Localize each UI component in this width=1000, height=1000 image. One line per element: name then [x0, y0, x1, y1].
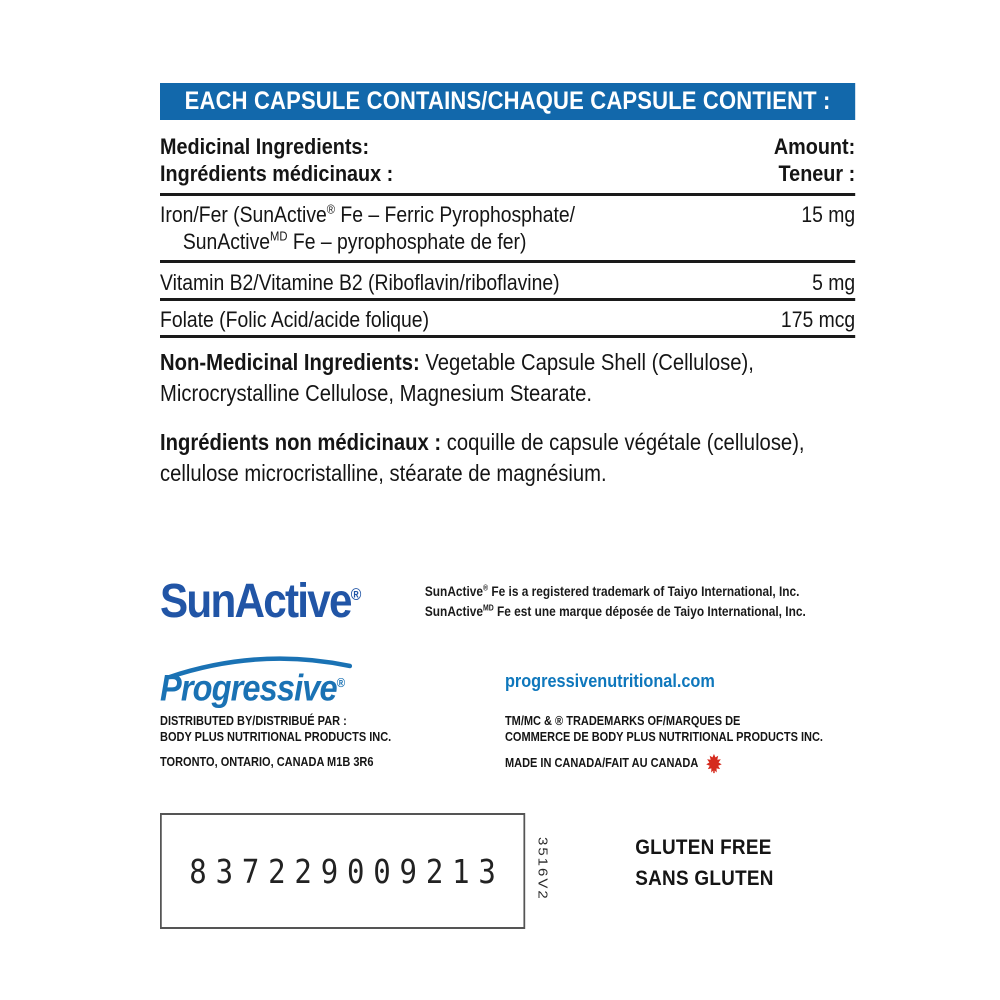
website-link[interactable]: progressivenutritional.com: [504, 670, 715, 691]
trademark-notice: TM/MC & ® TRADEMARKS OF/MARQUES DE COMMERCE DE BODY PLUS NUTRITIONAL PRODUCTS INC.: [504, 714, 823, 744]
registered-icon: ®: [350, 586, 360, 604]
ingredient-name: Folate (Folic Acid/acide folique): [160, 307, 430, 332]
divider: [160, 298, 855, 301]
amount-column-header: [774, 133, 855, 187]
divider: [160, 335, 855, 338]
amount-header-fr: Teneur :: [778, 161, 856, 186]
capsule-contents-header: EACH CAPSULE CONTAINS/CHAQUE CAPSULE CONTIENT :: [160, 83, 855, 120]
footer-row: [160, 813, 855, 935]
maple-leaf-icon: [704, 753, 722, 774]
gluten-free-claim: [635, 832, 774, 894]
distributor-address: TORONTO, ONTARIO, CANADA M1B 3R6: [160, 755, 374, 769]
distributor-section: [160, 655, 855, 785]
sunactive-trademark-en: SunActive® Fe is a registered trademark of Taiyo International, Inc.: [424, 583, 800, 599]
divider: [160, 260, 855, 263]
ingredient-amount: 15 mg: [801, 202, 856, 227]
non-medicinal-fr-line2: cellulose microcristalline, stéarate de magnésium.: [160, 460, 607, 486]
ingredient-line1: Iron/Fer (SunActive® Fe – Ferric Pyrophosphate/: [160, 201, 576, 227]
made-in-canada: MADE IN CANADA/FAIT AU CANADA: [505, 753, 723, 774]
non-medicinal-en-line1: Non-Medicinal Ingredients: Vegetable Capsule Shell (Cellulose),: [160, 349, 754, 375]
ingredient-amount: 175 mcg: [780, 307, 856, 332]
ingredient-line2: SunActive$^{MD}$ Fe – pyrophosphate de fer): [182, 228, 527, 254]
amount-header-en: Amount:: [773, 134, 856, 159]
ingredient-name: Vitamin B2/Vitamine B2 (Riboflavin/riboflavine): [160, 270, 560, 295]
table-row-iron: [160, 201, 855, 255]
sunactive-section: [160, 575, 855, 645]
progressive-logo: Progressive®: [160, 663, 344, 708]
non-medicinal-en: [160, 347, 754, 409]
table-row-folate: [160, 306, 855, 333]
sunactive-trademark-note: [425, 582, 806, 621]
sunactive-logo: SunActive®: [160, 575, 360, 628]
label-version-code: 3516V2: [534, 837, 550, 901]
sunactive-trademark-fr: SunActive$^{MD}$ Fe est une marque déposée de Taiyo International, Inc.: [424, 603, 806, 619]
ingredients-column-header: [160, 133, 393, 187]
ingredients-header-en: Medicinal Ingredients:: [160, 134, 370, 159]
non-medicinal-fr: [160, 427, 805, 489]
registered-icon: ®: [336, 675, 345, 690]
table-column-headers: [160, 133, 855, 187]
non-medicinal-en-line2: Microcrystalline Cellulose, Magnesium Stearate.: [160, 380, 592, 406]
supplement-facts-label: [160, 83, 855, 943]
distributed-by: DISTRIBUTED BY/DISTRIBUÉ PAR : BODY PLUS NUTRITIONAL PRODUCTS INC.: [160, 714, 392, 744]
barcode-box: [160, 813, 525, 929]
non-medicinal-fr-line1: Ingrédients non médicinaux : coquille de capsule végétale (cellulose),: [160, 429, 805, 455]
divider: [160, 193, 855, 196]
gluten-free-fr: SANS GLUTEN: [635, 866, 774, 890]
barcode-number: 837229009213: [189, 851, 505, 891]
ingredients-header-fr: Ingrédients médicinaux :: [160, 161, 394, 186]
table-row-vitamin-b2: [160, 269, 855, 296]
swoosh-icon: [165, 654, 354, 680]
gluten-free-en: GLUTEN FREE: [635, 835, 772, 859]
ingredient-name: [160, 201, 575, 255]
ingredient-amount: 5 mg: [812, 270, 856, 295]
